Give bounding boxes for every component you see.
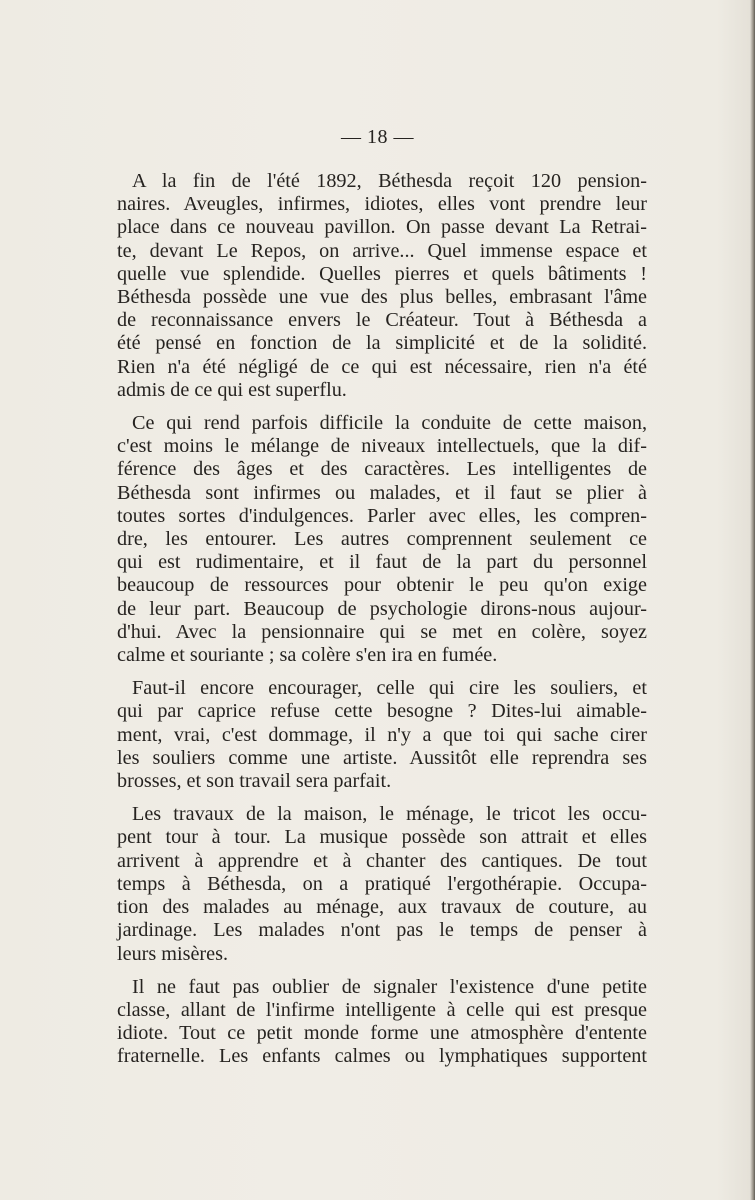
paragraph bbox=[117, 412, 647, 667]
text-line: qui est rudimentaire, et il faut de la part du personnel bbox=[117, 551, 647, 574]
text-line: admis de ce qui est superflu. bbox=[117, 378, 347, 401]
page-number: — 18 — bbox=[341, 126, 414, 148]
text-line: d'hui. Avec la pensionnaire qui se met en colère, soyez bbox=[117, 620, 647, 643]
text-line: de leur part. Beaucoup de psychologie dirons-nous aujour- bbox=[117, 597, 647, 620]
text-line: classe, allant de l'infirme intelligente à celle qui est presque bbox=[117, 998, 647, 1021]
text-line: Il ne faut pas oublier de signaler l'existence d'une petite bbox=[132, 975, 647, 998]
text-line: naires. Aveugles, infirmes, idiotes, elles vont prendre leur bbox=[117, 193, 647, 216]
text-line: beaucoup de ressources pour obtenir le peu qu'on exige bbox=[117, 574, 647, 597]
text-line: arrivent à apprendre et à chanter des cantiques. De tout bbox=[117, 849, 647, 872]
text-line: ment, vrai, c'est dommage, il n'y a que toi qui sache cirer bbox=[117, 723, 647, 746]
text-line: temps à Béthesda, on a pratiqué l'ergothérapie. Occupa- bbox=[117, 872, 647, 895]
text-line: Rien n'a été négligé de ce qui est nécessaire, rien n'a été bbox=[117, 355, 647, 378]
text-line: place dans ce nouveau pavillon. On passe devant La Retrai- bbox=[117, 216, 647, 239]
text-line: de reconnaissance envers le Créateur. Tout à Béthesda a bbox=[117, 309, 647, 332]
text-line: fraternelle. Les enfants calmes ou lymphatiques supportent bbox=[117, 1045, 647, 1068]
text-line: dre, les entourer. Les autres comprennent seulement ce bbox=[117, 528, 647, 551]
text-line: leurs misères. bbox=[117, 942, 229, 965]
paragraph bbox=[117, 803, 647, 965]
text-line: Béthesda sont infirmes ou malades, et il faut se plier à bbox=[117, 481, 647, 504]
text-line: brosses, et son travail sera parfait. bbox=[117, 770, 392, 793]
text-line: toutes sortes d'indulgences. Parler avec elles, les compren- bbox=[117, 504, 647, 527]
text-line: tion des malades au ménage, aux travaux de couture, au bbox=[117, 896, 647, 919]
text-line: été pensé en fonction de la simplicité et de la solidité. bbox=[117, 332, 647, 355]
body-text bbox=[117, 170, 647, 1079]
text-line: A la fin de l'été 1892, Béthesda reçoit 120 pension- bbox=[132, 170, 647, 192]
paragraph bbox=[117, 976, 647, 1069]
text-line: calme et souriante ; sa colère s'en ira en fumée. bbox=[117, 644, 498, 667]
text-line: Faut-il encore encourager, celle qui cire les souliers, et bbox=[132, 677, 647, 700]
paragraph bbox=[117, 170, 647, 402]
text-line: Ce qui rend parfois difficile la conduite de cette maison, bbox=[132, 412, 647, 435]
text-line: quelle vue splendide. Quelles pierres et quels bâtiments ! bbox=[117, 262, 647, 285]
text-line: jardinage. Les malades n'ont pas le temps de penser à bbox=[117, 919, 647, 942]
text-line: les souliers comme une artiste. Aussitôt elle reprendra ses bbox=[117, 746, 647, 769]
text-line: qui par caprice refuse cette besogne ? Dites-lui aimable- bbox=[117, 700, 647, 723]
text-line: férence des âges et des caractères. Les intelligentes de bbox=[117, 458, 647, 481]
text-line: idiote. Tout ce petit monde forme une atmosphère d'entente bbox=[117, 1022, 647, 1045]
text-line: c'est moins le mélange de niveaux intellectuels, que la dif- bbox=[117, 435, 647, 458]
page-edge-shadow bbox=[750, 0, 755, 1200]
text-line: pent tour à tour. La musique possède son attrait et elles bbox=[117, 826, 647, 849]
paragraph bbox=[117, 677, 647, 793]
text-line: Les travaux de la maison, le ménage, le tricot les occu- bbox=[132, 803, 647, 826]
text-line: Béthesda possède une vue des plus belles, embrasant l'âme bbox=[117, 286, 647, 309]
text-line: te, devant Le Repos, on arrive... Quel immense espace et bbox=[117, 239, 647, 262]
